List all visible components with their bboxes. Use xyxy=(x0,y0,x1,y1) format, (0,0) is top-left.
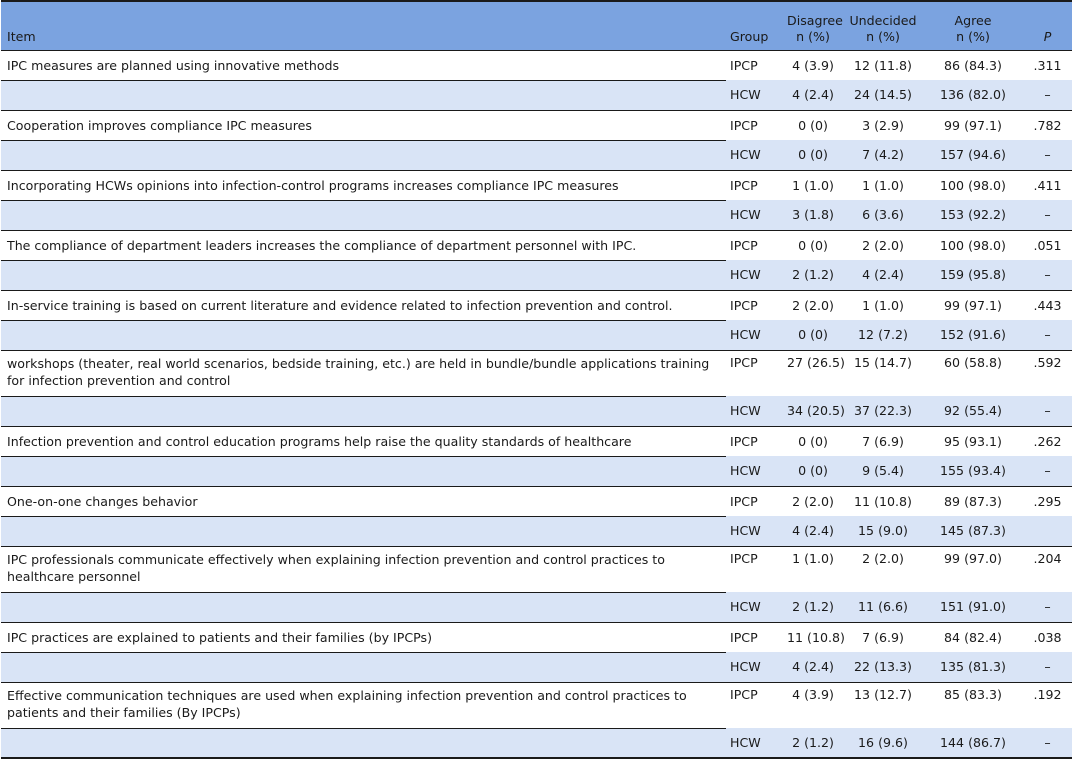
cell-group: HCW xyxy=(730,463,761,479)
cell-agree: 144 (86.7) xyxy=(923,728,1023,758)
cell-undecided: 7 (4.2) xyxy=(862,147,904,163)
cell-p-value: – xyxy=(1044,327,1051,343)
table-row xyxy=(1,426,1072,456)
cell-p-value: .411 xyxy=(1023,170,1072,200)
cell-p-value: – xyxy=(1044,463,1051,479)
cell-group: IPCP xyxy=(726,230,783,260)
cell-item xyxy=(1,260,726,290)
cell-group: HCW xyxy=(730,267,761,283)
cell-undecided: 24 (14.5) xyxy=(854,87,912,103)
header-p-value: P xyxy=(1023,1,1072,50)
table-row xyxy=(1,396,1072,426)
cell-item xyxy=(1,728,726,758)
cell-group: IPCP xyxy=(726,110,783,140)
cell-agree: 157 (94.6) xyxy=(940,147,1006,163)
cell-undecided: 9 (5.4) xyxy=(862,463,904,479)
header-undecided-label: Undecided xyxy=(849,12,917,28)
cell-p-value: – xyxy=(1044,659,1051,675)
cell-agree: 89 (87.3) xyxy=(923,486,1023,516)
table-row xyxy=(1,170,1072,200)
cell-disagree: 4 (2.4) xyxy=(792,87,834,103)
cell-disagree: 1 (1.0) xyxy=(783,546,843,592)
cell-item: Infection prevention and control education programs help raise the quality standards of healthcare xyxy=(1,426,726,456)
cell-undecided: 12 (11.8) xyxy=(843,50,923,80)
cell-p-value: – xyxy=(1044,87,1051,103)
header-undecided xyxy=(843,1,923,50)
table-row xyxy=(1,260,1072,290)
cell-group: IPCP xyxy=(726,486,783,516)
cell-undecided: 11 (10.8) xyxy=(843,486,923,516)
cell-undecided: 7 (6.9) xyxy=(843,426,923,456)
table-row xyxy=(1,546,1072,592)
cell-group: HCW xyxy=(730,87,761,103)
cell-group: HCW xyxy=(730,207,761,223)
cell-disagree: 3 (1.8) xyxy=(792,207,834,223)
cell-p-value: .051 xyxy=(1023,230,1072,260)
cell-agree: 100 (98.0) xyxy=(923,170,1023,200)
table-row xyxy=(1,456,1072,486)
cell-group: HCW xyxy=(726,728,783,758)
table-row xyxy=(1,652,1072,682)
cell-undecided: 1 (1.0) xyxy=(843,170,923,200)
cell-p-value: – xyxy=(1023,728,1072,758)
cell-item: IPC professionals communicate effectively when explaining infection prevention and control practices to healthcare personnel xyxy=(1,546,726,592)
header-disagree-label: Disagree xyxy=(787,12,843,28)
cell-item xyxy=(1,320,726,350)
cell-disagree: 2 (1.2) xyxy=(792,267,834,283)
cell-p-value: – xyxy=(1044,147,1051,163)
cell-p-value xyxy=(1023,516,1072,546)
table-row xyxy=(1,516,1072,546)
cell-disagree: 0 (0) xyxy=(783,110,843,140)
cell-item: One-on-one changes behavior xyxy=(1,486,726,516)
table-row xyxy=(1,200,1072,230)
header-disagree xyxy=(783,1,843,50)
table-row xyxy=(1,592,1072,622)
header-disagree-unit: n (%) xyxy=(796,28,830,44)
cell-group: HCW xyxy=(730,523,761,539)
header-group: Group xyxy=(726,1,783,50)
cell-agree: 135 (81.3) xyxy=(940,659,1006,675)
cell-undecided: 4 (2.4) xyxy=(862,267,904,283)
cell-undecided: 15 (14.7) xyxy=(843,350,923,396)
cell-agree: 159 (95.8) xyxy=(940,267,1006,283)
cell-disagree: 2 (2.0) xyxy=(783,486,843,516)
cell-group: IPCP xyxy=(726,350,783,396)
table-row xyxy=(1,728,1072,758)
cell-disagree: 4 (3.9) xyxy=(783,50,843,80)
cell-group: HCW xyxy=(730,147,761,163)
cell-group: IPCP xyxy=(726,546,783,592)
table-header-row xyxy=(1,1,1072,50)
cell-agree: 151 (91.0) xyxy=(940,599,1006,615)
cell-agree: 92 (55.4) xyxy=(944,403,1002,419)
cell-agree: 152 (91.6) xyxy=(940,327,1006,343)
cell-item xyxy=(1,140,726,170)
cell-item xyxy=(1,80,726,110)
table-row xyxy=(1,622,1072,652)
cell-agree: 95 (93.1) xyxy=(923,426,1023,456)
header-agree-unit: n (%) xyxy=(956,28,990,44)
cell-disagree: 0 (0) xyxy=(798,147,828,163)
table-row xyxy=(1,140,1072,170)
table-row xyxy=(1,682,1072,728)
cell-item: workshops (theater, real world scenarios, bedside training, etc.) are held in bundle/bundle applications training for infection prevention and control xyxy=(1,350,726,396)
cell-p-value: – xyxy=(1044,403,1051,419)
cell-undecided: 16 (9.6) xyxy=(843,728,923,758)
cell-item: Effective communication techniques are used when explaining infection prevention and control practices to patients and their families (By IPCPs) xyxy=(1,682,726,728)
cell-p-value: .295 xyxy=(1023,486,1072,516)
cell-agree: 85 (83.3) xyxy=(923,682,1023,728)
cell-disagree: 4 (2.4) xyxy=(792,659,834,675)
cell-agree: 99 (97.1) xyxy=(923,110,1023,140)
cell-agree: 60 (58.8) xyxy=(923,350,1023,396)
cell-agree: 136 (82.0) xyxy=(940,87,1006,103)
header-item: Item xyxy=(1,1,726,50)
table-row xyxy=(1,50,1072,80)
cell-group: HCW xyxy=(730,659,761,675)
cell-agree: 86 (84.3) xyxy=(923,50,1023,80)
cell-p-value: .038 xyxy=(1023,622,1072,652)
cell-item: IPC practices are explained to patients and their families (by IPCPs) xyxy=(1,622,726,652)
cell-p-value: .311 xyxy=(1023,50,1072,80)
header-undecided-unit: n (%) xyxy=(866,28,900,44)
cell-item: In-service training is based on current literature and evidence related to infection prevention and control. xyxy=(1,290,726,320)
table-row xyxy=(1,350,1072,396)
cell-group: HCW xyxy=(730,327,761,343)
cell-undecided: 11 (6.6) xyxy=(858,599,908,615)
cell-undecided: 2 (2.0) xyxy=(843,230,923,260)
cell-agree: 153 (92.2) xyxy=(940,207,1006,223)
cell-p-value: .443 xyxy=(1023,290,1072,320)
cell-item: IPC measures are planned using innovative methods xyxy=(1,50,726,80)
table-body xyxy=(1,50,1072,758)
cell-disagree: 0 (0) xyxy=(783,230,843,260)
cell-group: HCW xyxy=(730,599,761,615)
cell-item xyxy=(1,652,726,682)
cell-item xyxy=(1,200,726,230)
cell-item xyxy=(1,516,726,546)
cell-disagree: 2 (1.2) xyxy=(783,728,843,758)
table-row xyxy=(1,486,1072,516)
table-row xyxy=(1,230,1072,260)
cell-p-value: – xyxy=(1044,599,1051,615)
cell-agree: 84 (82.4) xyxy=(923,622,1023,652)
table-row xyxy=(1,110,1072,140)
cell-disagree: 11 (10.8) xyxy=(783,622,843,652)
cell-disagree: 0 (0) xyxy=(798,327,828,343)
cell-p-value: – xyxy=(1044,207,1051,223)
cell-group: IPCP xyxy=(726,290,783,320)
cell-group: HCW xyxy=(730,403,761,419)
table-row xyxy=(1,80,1072,110)
cell-disagree: 4 (2.4) xyxy=(792,523,834,539)
cell-disagree: 0 (0) xyxy=(798,463,828,479)
cell-agree: 100 (98.0) xyxy=(923,230,1023,260)
cell-p-value: .192 xyxy=(1023,682,1072,728)
survey-results-table xyxy=(1,0,1072,759)
cell-group: IPCP xyxy=(726,682,783,728)
cell-item xyxy=(1,592,726,622)
cell-disagree: 2 (1.2) xyxy=(792,599,834,615)
cell-undecided: 12 (7.2) xyxy=(858,327,908,343)
cell-agree: 99 (97.0) xyxy=(923,546,1023,592)
cell-agree: 99 (97.1) xyxy=(923,290,1023,320)
cell-group: IPCP xyxy=(726,50,783,80)
cell-item xyxy=(1,396,726,426)
cell-p-value: .262 xyxy=(1023,426,1072,456)
cell-undecided: 13 (12.7) xyxy=(843,682,923,728)
cell-undecided: 3 (2.9) xyxy=(843,110,923,140)
cell-p-value: .204 xyxy=(1023,546,1072,592)
cell-p-value: .592 xyxy=(1023,350,1072,396)
cell-item: Cooperation improves compliance IPC measures xyxy=(1,110,726,140)
header-agree-label: Agree xyxy=(954,12,992,28)
cell-undecided: 22 (13.3) xyxy=(854,659,912,675)
cell-undecided: 2 (2.0) xyxy=(843,546,923,592)
header-agree xyxy=(923,1,1023,50)
cell-disagree: 0 (0) xyxy=(783,426,843,456)
cell-group: IPCP xyxy=(726,426,783,456)
table-row xyxy=(1,320,1072,350)
cell-agree: 145 (87.3) xyxy=(940,523,1006,539)
cell-agree: 155 (93.4) xyxy=(940,463,1006,479)
cell-undecided: 37 (22.3) xyxy=(854,403,912,419)
cell-p-value: .782 xyxy=(1023,110,1072,140)
cell-undecided: 7 (6.9) xyxy=(843,622,923,652)
cell-undecided: 1 (1.0) xyxy=(843,290,923,320)
cell-item: Incorporating HCWs opinions into infection-control programs increases compliance IPC measures xyxy=(1,170,726,200)
table-row xyxy=(1,290,1072,320)
cell-item: The compliance of department leaders increases the compliance of department personnel with IPC. xyxy=(1,230,726,260)
cell-item xyxy=(1,456,726,486)
cell-disagree: 34 (20.5) xyxy=(787,403,845,419)
cell-group: IPCP xyxy=(726,622,783,652)
cell-p-value: – xyxy=(1044,267,1051,283)
cell-disagree: 27 (26.5) xyxy=(783,350,843,396)
cell-undecided: 6 (3.6) xyxy=(862,207,904,223)
cell-disagree: 4 (3.9) xyxy=(783,682,843,728)
cell-group: IPCP xyxy=(726,170,783,200)
cell-disagree: 1 (1.0) xyxy=(783,170,843,200)
cell-disagree: 2 (2.0) xyxy=(783,290,843,320)
cell-undecided: 15 (9.0) xyxy=(858,523,908,539)
